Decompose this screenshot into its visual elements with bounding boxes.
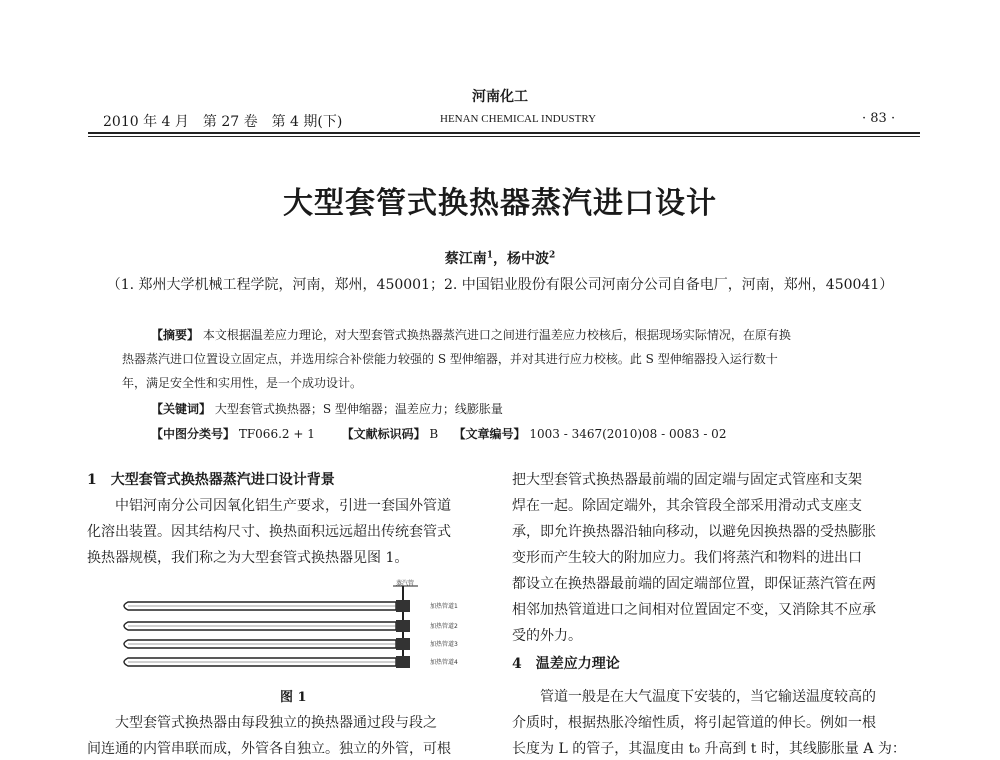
right-line-3: 承，即允许换热器沿轴向移动，以避免因换热器的受热膨胀 [512,524,876,540]
abstract-text-1: 本文根据温差应力理论，对大型套管式换热器蒸汽进口之间进行温差应力校核后，根据现场实际情况，在原有换 [202,328,791,342]
abstract-line-2: 热器蒸汽进口位置设立固定点，并选用综合补偿能力较强的 S 型伸缩器，并对其进行应力校核。此 S 型伸缩器投入运行数十 [122,352,778,366]
left-line-2: 化溶出装置。因其结构尺寸、换热面积远远超出传统套管式 [87,524,451,540]
author-1: 蔡江南 [444,251,487,267]
tube-4 [124,656,410,668]
doc-value: B [429,427,439,441]
keywords-tag: 【关键词】 [151,402,212,416]
section-4-heading: 4 温差应力理论 [512,656,620,672]
figure-1-diagram [118,578,478,678]
classification-line [151,425,726,442]
left-line-3: 换热器规模，我们称之为大型套管式换热器见图 1。 [87,550,409,566]
author-1-affil: 1 [486,250,493,261]
journal-name-cn: 河南化工 [472,89,528,105]
affiliations: （1. 郑州大学机械工程学院，河南，郑州，450001；2. 中国铝业股份有限公司河南分公司自备电厂，河南，郑州，450041） [106,277,894,293]
abstract-line-1 [151,326,791,343]
header-rule-top [88,132,920,134]
right-line-8: 管道一般是在大气温度下安装的，当它输送温度较高的 [540,689,876,705]
class-tag: 【中图分类号】 [151,427,236,441]
label-tube-2: 加热管道2 [430,623,458,630]
right-line-9: 介质时，根据热胀冷缩性质，将引起管道的伸长。例如一根 [512,715,876,731]
page-number: · 83 · [862,111,896,126]
left-line-1: 中铝河南分公司因氧化铝生产要求，引进一套国外管道 [115,498,451,514]
author-2: ，杨中波 [493,251,549,267]
label-tube-1: 加热管道1 [430,603,458,610]
label-tube-4: 加热管道4 [430,659,458,666]
tube-3 [124,638,410,650]
right-line-4: 变形而产生较大的附加应力。我们将蒸汽和物料的进出口 [512,550,862,566]
article-tag: 【文章编号】 [453,427,526,441]
authors [0,248,1000,268]
issue-info: 2010 年 4 月 第 27 卷 第 4 期(下) [103,114,343,130]
keywords-text: 大型套管式换热器；S 型伸缩器；温差应力；线膨胀量 [214,402,503,416]
class-value: TF066.2 + 1 [238,427,315,441]
paper-title: 大型套管式换热器蒸汽进口设计 [283,186,717,221]
article-value: 1003 - 3467(2010)08 - 0083 - 02 [529,427,727,441]
section-1-heading: 1 大型套管式换热器蒸汽进口设计背景 [87,472,335,488]
right-line-6: 相邻加热管道进口之间相对位置固定不变，又消除其不应承 [512,602,876,618]
label-steam-pipe: 蒸汽管 [396,580,415,587]
figure-1-caption: 图 1 [280,690,307,705]
left-line-4: 大型套管式换热器由每段独立的换热器通过段与段之 [115,715,437,731]
label-tube-3: 加热管道3 [430,641,458,648]
header-rule-bottom [88,136,920,137]
right-line-7: 受的外力。 [512,628,582,644]
doc-tag: 【文献标识码】 [341,427,426,441]
right-line-10: 长度为 L 的管子，其温度由 t₀ 升高到 t 时，其线膨胀量 A 为： [512,741,906,757]
keywords-line [151,400,503,417]
abstract-tag: 【摘要】 [151,328,200,342]
journal-name-en: HENAN CHEMICAL INDUSTRY [440,113,597,125]
right-line-2: 焊在一起。除固定端外，其余管段全部采用滑动式支座支 [512,498,862,514]
right-line-1: 把大型套管式换热器最前端的固定端与固定式管座和支架 [512,472,862,488]
abstract-line-3: 年，满足安全性和实用性，是一个成功设计。 [122,376,363,390]
right-line-5: 都设立在换热器最前端的固定端部位置，即保证蒸汽管在两 [512,576,876,592]
tube-2 [124,620,410,632]
author-2-affil: 2 [549,250,556,261]
left-line-5: 间连通的内管串联而成，外管各自独立。独立的外管，可根 [87,741,451,757]
tube-1 [124,600,410,612]
